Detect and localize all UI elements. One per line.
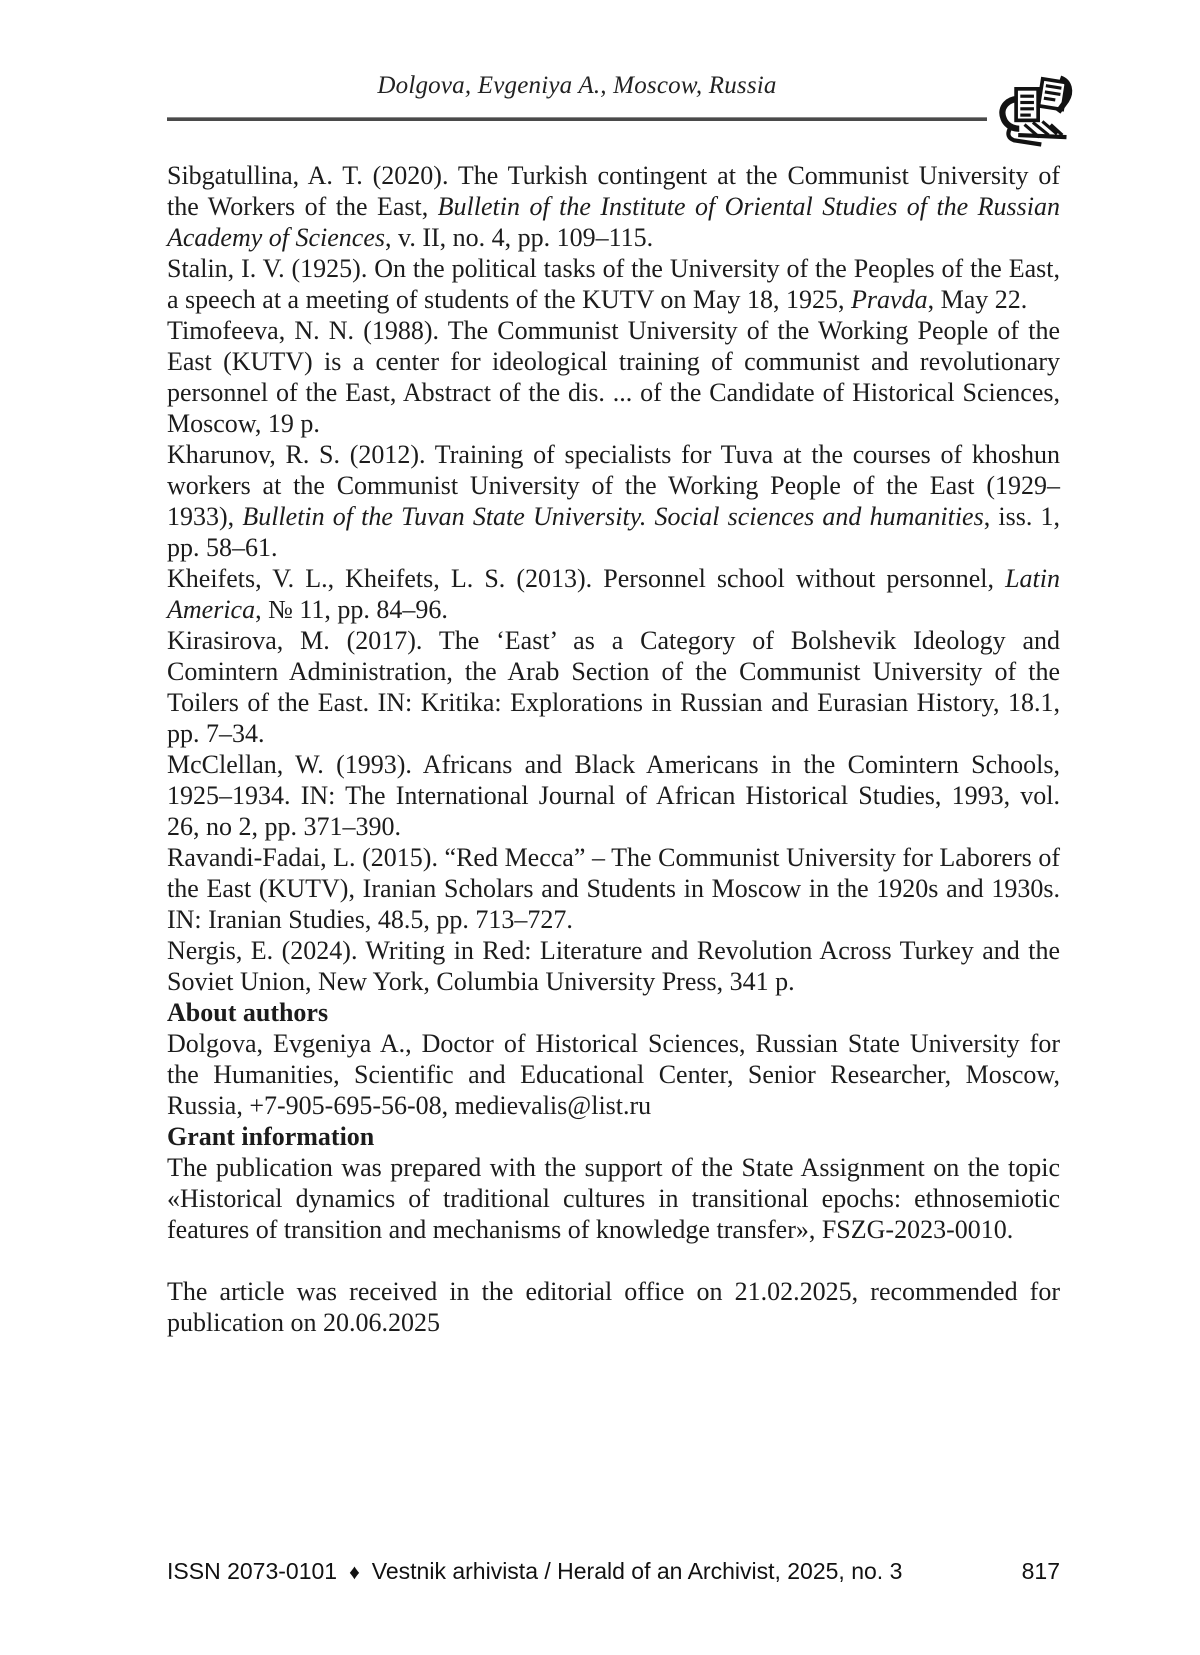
reference-entry: Kharunov, R. S. (2012). Training of specialists for Tuva at the courses of khoshun workers at the Communist University of the Working People of the East (1929–1933), Bulletin of the Tuvan State University. Social sciences and humanities, iss. 1, pp. 58–61. [167, 440, 1060, 562]
about-authors-text: Dolgova, Evgeniya A., Doctor of Historical Sciences, Russian State University for the Humanities, Scientific and Educational Center, Senior Researcher, Moscow, Russia, +7-905-695-56-08, medievalis@list.ru [167, 1029, 1060, 1120]
reference-entry: Ravandi-Fadai, L. (2015). “Red Mecca” – The Communist University for Laborers of the East (KUTV), Iranian Scholars and Students in Moscow in the 1920s and 1930s. IN: Iranian Studies, 48.5, pp. 713–727. [167, 843, 1060, 934]
issn-label: ISSN 2073-0101 [167, 1558, 338, 1584]
scribe-logo-icon [993, 74, 1077, 152]
grant-information-heading: Grant information [167, 1122, 375, 1151]
reference-entry: Sibgatullina, A. T. (2020). The Turkish contingent at the Communist University of the Workers of the East, Bulletin of the Institute of Oriental Studies of the Russian Academy of Sciences, v. II, no. 4, pp. 109–115. [167, 161, 1060, 252]
reference-entry: Timofeeva, N. N. (1988). The Communist University of the Working People of the East (KUTV) is a center for ideological training of communist and revolutionary personnel of the East, Abstract of the dis. ... of the Candidate of Historical Sciences, Moscow, 19 p. [167, 316, 1060, 438]
references-list [167, 160, 1060, 997]
journal-title: Vestnik arhivista / Herald of an Archivist, 2025, no. 3 [371, 1558, 903, 1584]
reference-entry: Stalin, I. V. (1925). On the political tasks of the University of the Peoples of the East, a speech at a meeting of students of the KUTV on May 18, 1925, Pravda, May 22. [167, 254, 1060, 314]
reference-entry: Kirasirova, M. (2017). The ‘East’ as a Category of Bolshevik Ideology and Comintern Administration, the Arab Section of the Communist University of the Toilers of the East. IN: Kritika: Explorations in Russian and Eurasian History, 18.1, pp. 7–34. [167, 626, 1060, 748]
reference-entry: Nergis, E. (2024). Writing in Red: Literature and Revolution Across Turkey and the Soviet Union, New York, Columbia University Press, 341 p. [167, 936, 1060, 996]
page-footer [167, 1558, 1060, 1585]
about-authors-heading: About authors [167, 998, 329, 1027]
reference-entry: McClellan, W. (1993). Africans and Black Americans in the Comintern Schools, 1925–1934. IN: The International Journal of African Historical Studies, 1993, vol. 26, no 2, pp. 371–390. [167, 750, 1060, 841]
grant-information-text: The publication was prepared with the support of the State Assignment on the topic «Historical dynamics of traditional cultures in transitional epochs: ethnosemiotic features of transition and mechanisms of knowledge transfer», FSZG-2023-0010. [167, 1153, 1060, 1244]
header-rule [167, 117, 987, 121]
running-title: Dolgova, Evgeniya A., Moscow, Russia [377, 72, 777, 99]
received-note: The article was received in the editorial office on 21.02.2025, recommended for publication on 20.06.2025 [167, 1277, 1060, 1337]
diamond-separator-icon: ♦ [349, 1561, 360, 1584]
page-number: 817 [1021, 1558, 1060, 1584]
journal-identity [167, 1558, 902, 1585]
article-back-matter [167, 160, 1060, 1338]
reference-entry: Kheifets, V. L., Kheifets, L. S. (2013). Personnel school without personnel, Latin America, № 11, pp. 84–96. [167, 564, 1060, 624]
